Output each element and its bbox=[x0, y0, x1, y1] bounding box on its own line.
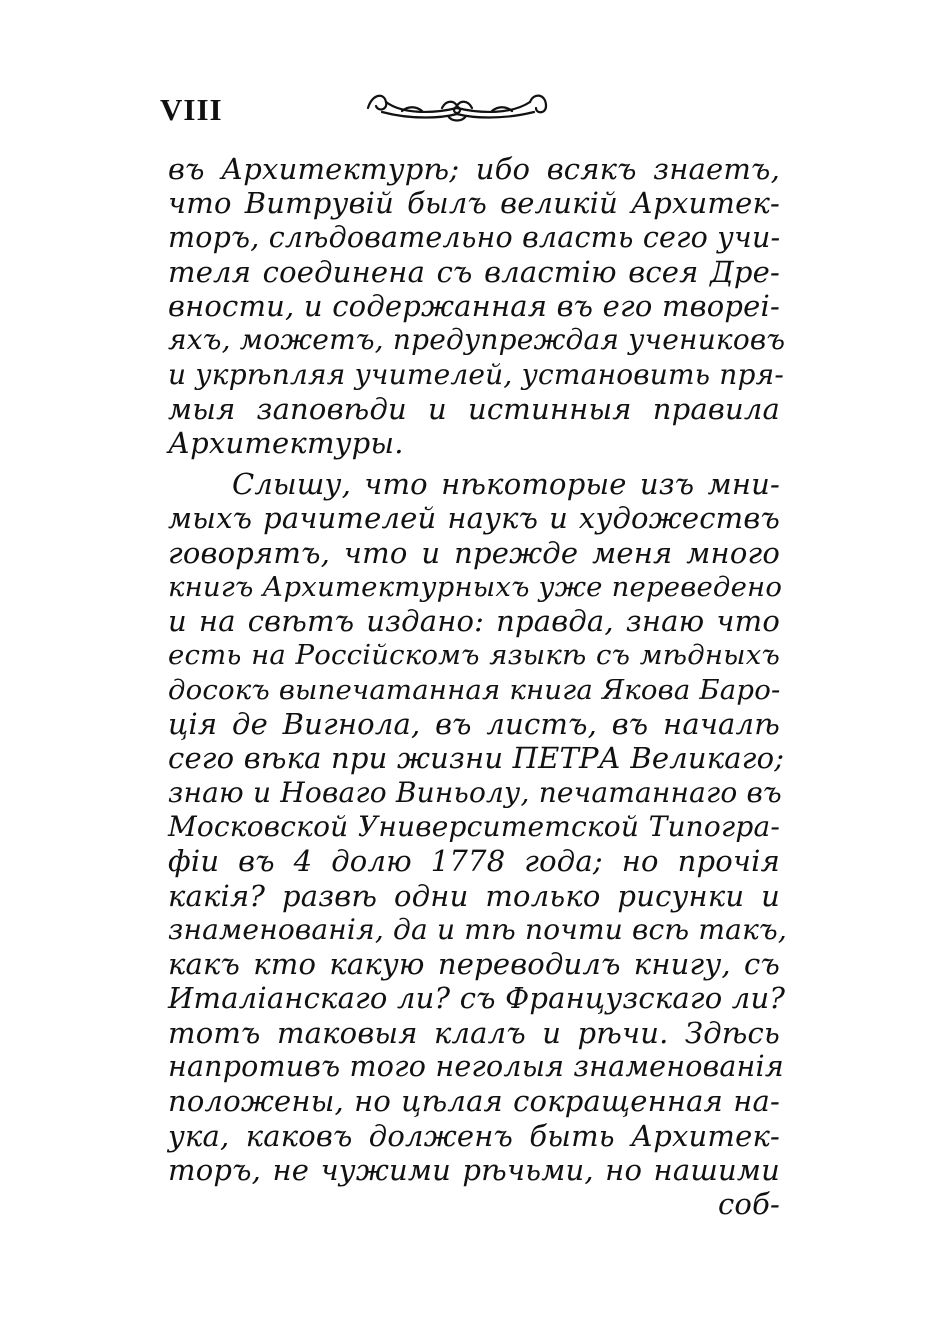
text-line: сего вѣка при жизни ПЕТРА Великаго; bbox=[168, 741, 785, 776]
text-line: книгъ Архитектурныхъ уже переведено bbox=[168, 570, 783, 603]
page-number: VIII bbox=[160, 92, 223, 127]
text-line: тотъ таковыя клалъ и рѣчи. Здѣсь bbox=[168, 1015, 780, 1050]
text-line: Слышу, что нѣкоторые изъ мни- bbox=[232, 467, 780, 501]
text-line: и укрѣпляя учителей, установить пря- bbox=[168, 357, 785, 391]
text-line: вности, и содержанная въ его твореі- bbox=[168, 289, 780, 324]
text-line: ція де Вигнола, въ листъ, въ началѣ bbox=[168, 707, 780, 742]
text-line: мыхъ рачителей наукъ и художествъ bbox=[168, 501, 780, 536]
text-line: мыя заповѣди и истинныя правила bbox=[168, 392, 780, 427]
text-line: знаменованія, да и тѣ почти всѣ такъ, bbox=[168, 912, 787, 946]
text-line: Московской Университетской Типогра- bbox=[168, 809, 780, 843]
text-line: есть на Россійскомъ языкѣ съ мѣдныхъ bbox=[168, 639, 780, 672]
text-line: теля соединена съ властію всея Дре- bbox=[168, 254, 780, 289]
decorative-scroll-ornament-icon bbox=[362, 84, 552, 128]
text-line: яхъ, можетъ, предупреждая учениковъ bbox=[168, 323, 786, 357]
text-line: Италіанскаго ли? съ Французскаго ли? bbox=[168, 981, 786, 1016]
paragraph-2 bbox=[168, 467, 787, 1222]
text-line: досокъ выпечатанная книга Якова Баро- bbox=[168, 673, 781, 706]
paragraph-1 bbox=[168, 152, 786, 461]
text-line: фіи въ 4 долю 1778 года; но прочія bbox=[168, 844, 780, 879]
text-line: какъ кто какую переводилъ книгу, съ bbox=[168, 947, 780, 982]
text-line: знаю и Новаго Виньолу, печатаннаго въ bbox=[168, 775, 782, 809]
text-line: и на свѣтъ издано: правда, знаю что bbox=[168, 604, 780, 639]
text-line: напротивъ того неголыя знаменованія bbox=[168, 1050, 784, 1084]
text-line: положены, но цѣлая сокращенная на- bbox=[168, 1084, 780, 1119]
catchword: соб- bbox=[717, 1187, 780, 1222]
text-line: ука, каковъ долженъ быть Архитек- bbox=[168, 1118, 780, 1153]
text-line: какія? развѣ одни только рисунки и bbox=[168, 878, 780, 913]
text-line: торъ, слѣдовательно власть сего учи- bbox=[168, 220, 781, 254]
text-line: въ Архитектурѣ; ибо всякъ знаетъ, bbox=[168, 152, 780, 186]
text-line: торъ, не чужими рѣчьми, но нашими bbox=[168, 1152, 780, 1187]
text-line: говорятъ, что и прежде меня много bbox=[168, 535, 780, 570]
text-line: Архитектуры. bbox=[168, 426, 404, 461]
text-line: что Витрувій былъ великій Архитек- bbox=[168, 186, 780, 221]
